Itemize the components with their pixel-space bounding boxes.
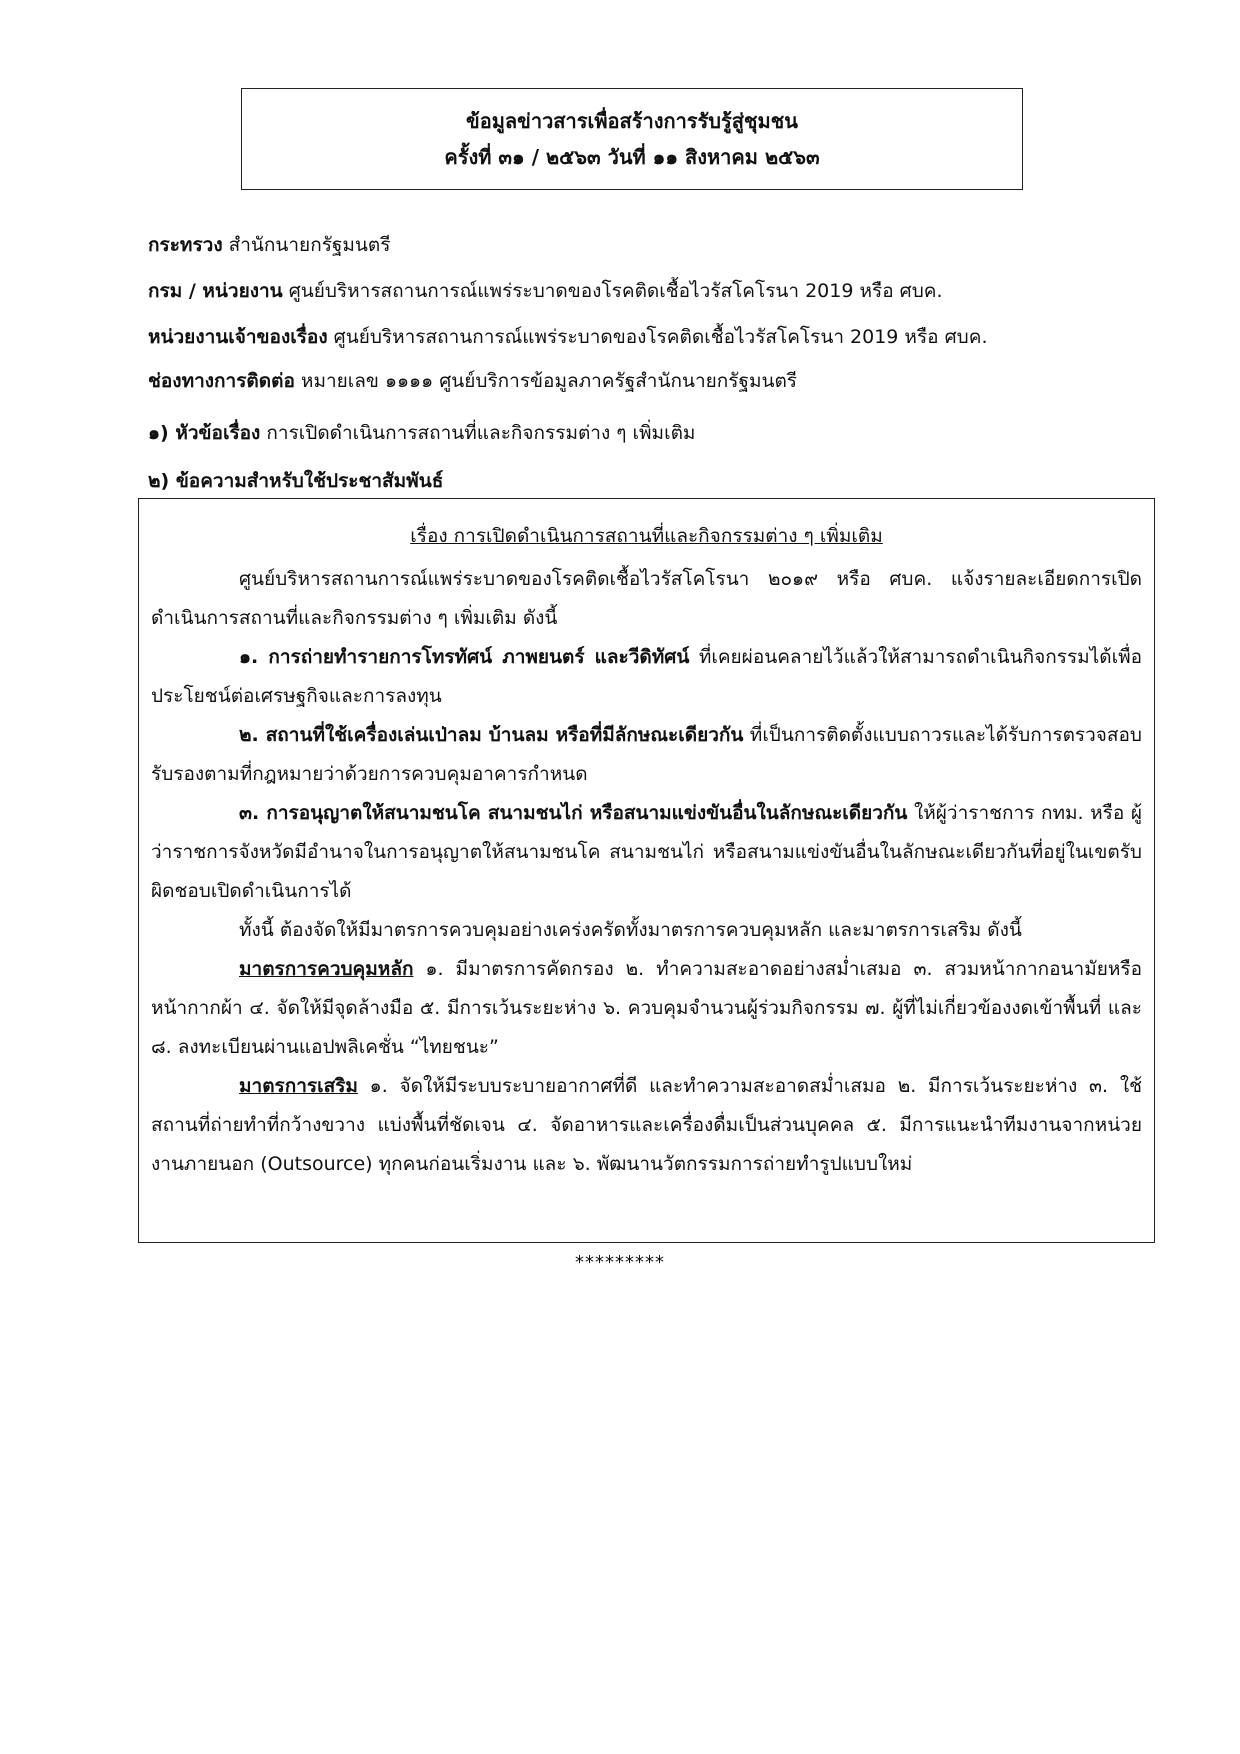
department-label: กรม / หน่วยงาน <box>148 280 283 302</box>
issue-line: ครั้งที่ ๓๑ / ๒๕๖๓ วันที่ ๑๑ สิงหาคม ๒๕๖๓ <box>444 145 820 169</box>
main-measures <box>151 950 1142 1067</box>
pr-heading-row <box>148 466 443 496</box>
item-2-text: ที่เป็นการติดตั้งแบบถาวรและได้รับการตรวจสอบรับรองตามที่กฎหมายว่าด้วยการควบคุมอาคารกำหนด <box>151 724 1142 785</box>
main-measures-label: มาตรการควบคุมหลัก <box>239 958 414 980</box>
department-value: ศูนย์บริหารสถานการณ์แพร่ระบาดของโรคติดเชื้อไวรัสโคโรนา 2019 หรือ ศบค. <box>288 280 943 302</box>
ministry-label: กระทรวง <box>148 234 223 256</box>
contact-label: ช่องทางการติดต่อ <box>148 370 295 392</box>
release-item-3 <box>151 794 1142 911</box>
release-intro: ศูนย์บริหารสถานการณ์แพร่ระบาดของโรคติดเชื้อไวรัสโคโรนา ๒๐๑๙ หรือ ศบค. แจ้งรายละเอียดการเปิดดำเนินการสถานที่และกิจกรรมต่าง ๆ เพิ่มเติม ดังนี้ <box>151 568 1142 629</box>
contact-value: หมายเลข ๑๑๑๑ ศูนย์บริการข้อมูลภาครัฐสำนักนายกรัฐมนตรี <box>300 370 797 392</box>
release-item-1 <box>151 638 1142 716</box>
main-measures-text: ๑. มีมาตรการคัดกรอง ๒. ทำความสะอาดอย่างสม่ำเสมอ ๓. สวมหน้ากากอนามัยหรือหน้ากากผ้า ๔. จัดให้มีจุดล้างมือ ๕. มีการเว้นระยะห่าง ๖. ควบคุมจำนวนผู้ร่วมกิจกรรม ๗. ผู้ที่ไม่เกี่ยวข้องงดเข้าพื้นที่ และ ๘. ลงทะเบียนผ่านแอปพลิเคชั่น “ไทยชนะ” <box>151 958 1142 1058</box>
contact-row <box>148 366 797 396</box>
owner-row <box>148 322 988 352</box>
release-title: เรื่อง การเปิดดำเนินการสถานที่และกิจกรรมต่าง ๆ เพิ่มเติม <box>410 525 883 547</box>
release-item-2 <box>151 716 1142 794</box>
extra-measures-label: มาตรการเสริม <box>239 1075 358 1097</box>
ministry-row <box>148 230 390 260</box>
owner-value: ศูนย์บริหารสถานการณ์แพร่ระบาดของโรคติดเชื้อไวรัสโคโรนา 2019 หรือ ศบค. <box>333 326 988 348</box>
ministry-value: สำนักนายกรัฐมนตรี <box>228 234 391 256</box>
item-3-heading: ๓. การอนุญาตให้สนามชนโค สนามชนไก่ หรือสนามแข่งขันอื่นในลักษณะเดียวกัน <box>239 802 908 824</box>
item-2-heading: ๒. สถานที่ใช้เครื่องเล่นเป่าลม บ้านลม หรือที่มีลักษณะเดียวกัน <box>239 724 744 746</box>
extra-measures <box>151 1067 1142 1184</box>
pr-heading: ๒) ข้อความสำหรับใช้ประชาสัมพันธ์ <box>148 470 444 492</box>
document-title: ข้อมูลข่าวสารเพื่อสร้างการรับรู้สู่ชุมชน <box>466 109 798 133</box>
extra-measures-text: ๑. จัดให้มีระบบระบายอากาศที่ดี และทำความสะอาดสม่ำเสมอ ๒. มีการเว้นระยะห่าง ๓. ใช้สถานที่ถ่ายทำที่กว้างขวาง แบ่งพื้นที่ชัดเจน ๔. จัดอาหารและเครื่องดื่มเป็นส่วนบุคคล ๕. มีการแนะนำทีมงานจากหน่วยงานภายนอก (Outsource) ทุกคนก่อนเริ่มงาน และ ๖. พัฒนานวัตกรรมการถ่ายทำรูปแบบใหม่ <box>151 1075 1142 1175</box>
document-title-box <box>241 88 1023 190</box>
item-1-heading: ๑. การถ่ายทำรายการโทรทัศน์ ภาพยนตร์ และวีดิทัศน์ <box>239 646 690 668</box>
end-marker: ********* <box>575 1252 665 1273</box>
press-release-box <box>138 498 1155 1243</box>
department-row <box>148 276 943 306</box>
measures-intro: ทั้งนี้ ต้องจัดให้มีมาตรการควบคุมอย่างเคร่งครัดทั้งมาตรการควบคุมหลัก และมาตรการเสริม ดังนี้ <box>239 919 1022 941</box>
topic-label: ๑) หัวข้อเรื่อง <box>148 422 261 444</box>
owner-label: หน่วยงานเจ้าของเรื่อง <box>148 326 328 348</box>
item-3-text: ให้ผู้ว่าราชการ กทม. หรือ ผู้ว่าราชการจังหวัดมีอำนาจในการอนุญาตให้สนามชนโค สนามชนไก่ หรือสนามแข่งขันอื่นในลักษณะเดียวกันที่อยู่ในเขตรับผิดชอบเปิดดำเนินการได้ <box>151 802 1142 902</box>
item-1-text: ที่เคยผ่อนคลายไว้แล้วให้สามารถดำเนินกิจกรรมได้เพื่อประโยชน์ต่อเศรษฐกิจและการลงทุน <box>151 646 1143 707</box>
topic-row <box>148 418 695 448</box>
topic-value: การเปิดดำเนินการสถานที่และกิจกรรมต่าง ๆ เพิ่มเติม <box>266 422 696 444</box>
